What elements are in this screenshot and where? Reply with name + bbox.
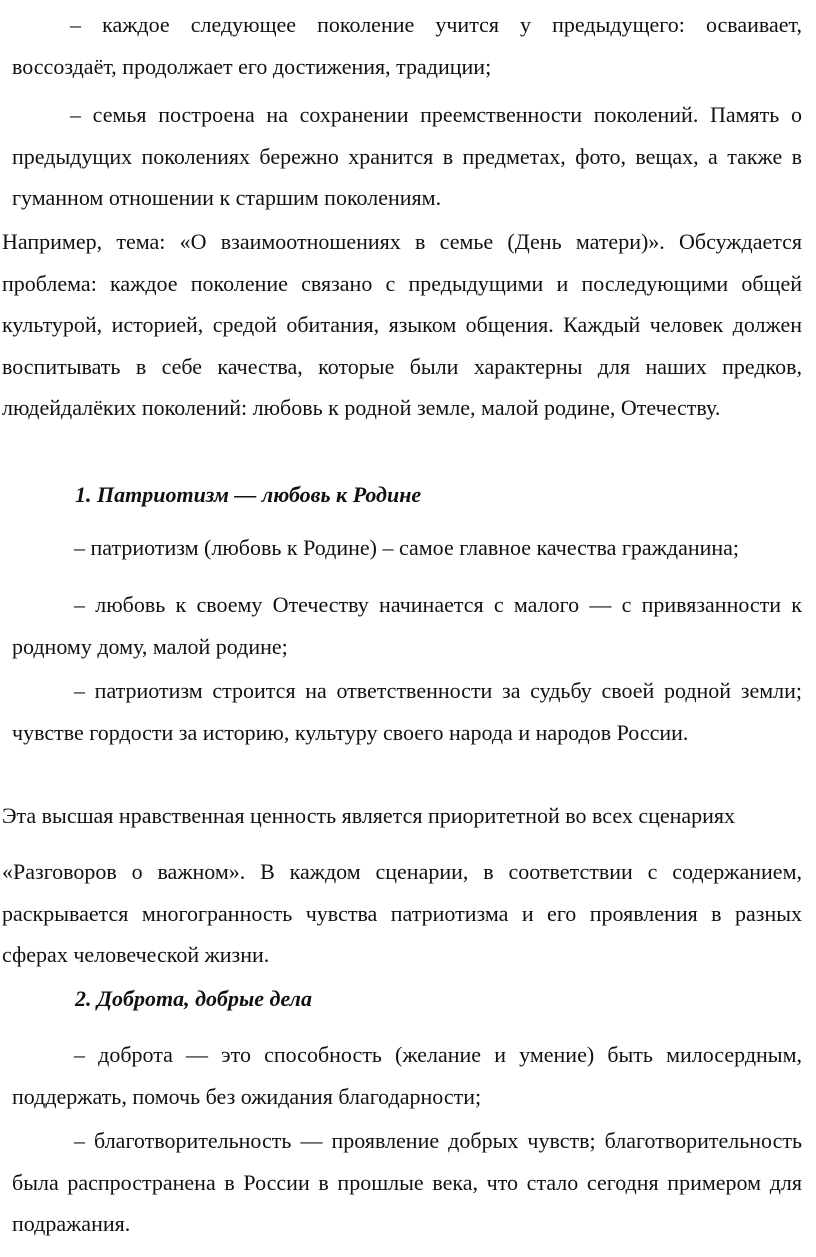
paragraph-patriotism-responsibility: – патриотизм строится на ответственности за судьбу своей родной земли; чувстве гордости за историю, культуру своего народа и народов России.: [12, 678, 802, 745]
paragraph-family-continuity: – семья построена на сохранении преемственности поколений. Память о предыдущих поколениях бережно хранится в предметах, фото, вещах, а также в гуманном отношении к старшим поколениям.: [12, 102, 802, 210]
heading-patriotism: 1. Патриотизм — любовь к Родине: [75, 482, 422, 507]
paragraph-generations-learn: – каждое следующее поколение учится у предыдущего: осваивает, воссоздаёт, продолжает его достижения, традиции;: [12, 12, 802, 79]
paragraph-patriotism-main-quality: – патриотизм (любовь к Родине) – самое главное качества гражданина;: [74, 535, 740, 560]
paragraph-highest-value-line1: Эта высшая нравственная ценность является приоритетной во всех сценариях: [2, 803, 736, 828]
paragraph-example-topic: Например, тема: «О взаимоотношениях в семье (День матери)». Обсуждается проблема: каждое поколение связано с предыдущими и последующими общей культурой, историей, средой обитания, языком общения. Каждый человек должен воспитывать в себе качества, которые были характерны для наших предков, людейдалёких поколений: любовь к родной земле, малой родине, Отечеству.: [2, 229, 802, 420]
paragraph-love-fatherland: – любовь к своему Отечеству начинается с малого — с привязанности к родному дому, малой родине;: [12, 592, 802, 659]
paragraph-charity: – благотворительность — проявление добрых чувств; благотворительность была распространена в России в прошлые века, что стало сегодня примером для подражания.: [12, 1128, 802, 1236]
paragraph-highest-value-rest: «Разговоров о важном». В каждом сценарии, в соответствии с содержанием, раскрывается многогранность чувства патриотизма и его проявления в разных сферах человеческой жизни.: [2, 859, 802, 967]
heading-kindness: 2. Доброта, добрые дела: [75, 986, 312, 1011]
paragraph-kindness-definition: – доброта — это способность (желание и умение) быть милосердным, поддержать, помочь без ожидания благодарности;: [12, 1042, 802, 1109]
